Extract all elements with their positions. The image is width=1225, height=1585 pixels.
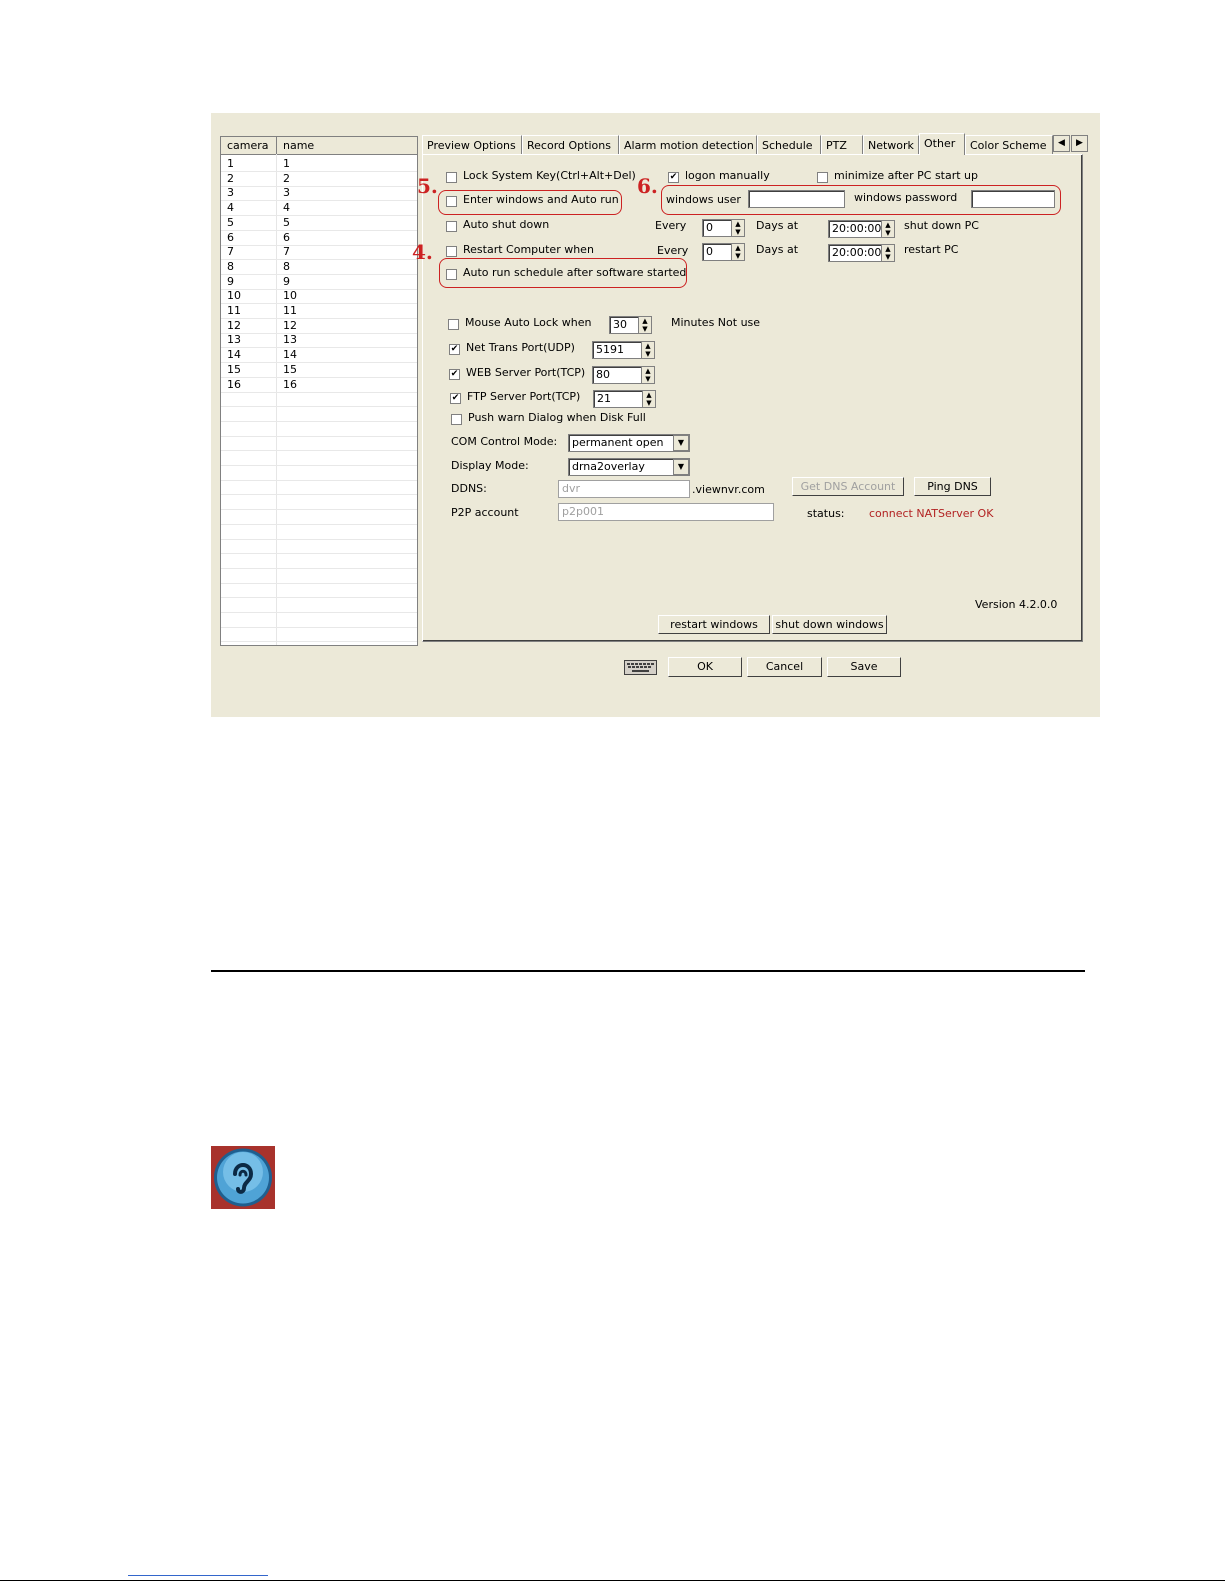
camera-name-cell: 8 — [283, 259, 290, 273]
restart-windows-button[interactable]: restart windows — [658, 615, 770, 634]
camera-number-cell: 4 — [227, 201, 234, 215]
ddns-suffix-label: .viewnvr.com — [692, 483, 765, 496]
restart-computer-label: Restart Computer when — [463, 243, 594, 256]
display-mode-select[interactable]: drna2overlay — [568, 458, 690, 476]
camera-number-cell: 7 — [227, 245, 234, 259]
mouse-auto-lock-label: Mouse Auto Lock when — [465, 316, 592, 329]
camera-number-cell: 8 — [227, 259, 234, 273]
p2p-account-label: P2P account — [451, 506, 519, 519]
empty-row — [221, 392, 417, 407]
display-mode-label: Display Mode: — [451, 459, 529, 472]
table-row[interactable] — [221, 289, 417, 304]
camera-name-cell: 7 — [283, 245, 290, 259]
camera-name-cell: 16 — [283, 377, 297, 391]
tab-preview-options[interactable]: Preview Options — [422, 135, 522, 154]
camera-list-header — [221, 137, 417, 155]
ok-button[interactable]: OK — [668, 657, 742, 677]
auto-run-schedule-checkbox[interactable] — [446, 269, 457, 280]
camera-name-cell: 10 — [283, 289, 297, 303]
lock-system-key-label: Lock System Key(Ctrl+Alt+Del) — [463, 169, 636, 182]
table-row[interactable] — [221, 201, 417, 216]
ping-dns-button[interactable]: Ping DNS — [914, 477, 991, 496]
lock-system-key-checkbox[interactable] — [446, 172, 457, 183]
restart-days-at-label: Days at — [756, 243, 799, 256]
web-server-port-checkbox[interactable]: ✔ — [450, 369, 459, 379]
camera-name-cell: 12 — [283, 318, 297, 332]
empty-row — [221, 554, 417, 569]
empty-row — [221, 422, 417, 437]
camera-number-cell: 13 — [227, 333, 241, 347]
net-trans-port-checkbox[interactable]: ✔ — [450, 344, 459, 354]
ftp-server-port-spinner-icon[interactable]: ▲ ▼ — [642, 390, 656, 408]
status-label: status: — [807, 507, 845, 520]
empty-row — [221, 436, 417, 451]
auto-run-schedule-label: Auto run schedule after software started — [463, 266, 687, 279]
table-row[interactable] — [221, 260, 417, 275]
net-trans-port-spinner-icon[interactable]: ▲ ▼ — [641, 341, 655, 359]
empty-row — [221, 510, 417, 525]
camera-number-cell: 14 — [227, 348, 241, 362]
auto-shut-down-label: Auto shut down — [463, 218, 550, 231]
empty-row — [221, 583, 417, 598]
shut-down-windows-button[interactable]: shut down windows — [772, 615, 887, 634]
page-bottom-rule — [0, 1580, 1225, 1581]
tab-strip — [422, 135, 1090, 155]
enter-windows-auto-run-label: Enter windows and Auto run — [463, 193, 619, 206]
empty-row — [221, 539, 417, 554]
restart-every-input[interactable]: 0 — [702, 243, 732, 261]
logon-manually-label: logon manually — [685, 169, 770, 182]
table-row[interactable] — [221, 333, 417, 348]
mouse-minutes-input[interactable]: 30 — [609, 316, 639, 334]
restart-computer-checkbox[interactable] — [446, 246, 457, 257]
camera-number-cell: 10 — [227, 289, 241, 303]
empty-row — [221, 613, 417, 628]
web-server-port-spinner-icon[interactable]: ▲ ▼ — [641, 366, 655, 384]
camera-name-cell: 15 — [283, 362, 297, 376]
table-row[interactable] — [221, 378, 417, 393]
ear-help-icon — [211, 1146, 275, 1209]
camera-number-cell: 1 — [227, 157, 234, 170]
column-header-name[interactable]: name — [283, 139, 315, 152]
web-server-port-input[interactable]: 80 — [592, 366, 642, 384]
shutdown-every-label: Every — [655, 219, 687, 232]
empty-row — [221, 642, 417, 646]
empty-row — [221, 407, 417, 422]
mouse-minutes-spinner-icon[interactable]: ▲ ▼ — [638, 316, 652, 334]
ftp-server-port-checkbox[interactable]: ✔ — [451, 393, 460, 403]
restart-time-spinner-icon[interactable]: ▲ ▼ — [881, 244, 895, 262]
shutdown-days-at-label: Days at — [756, 219, 799, 232]
ddns-label: DDNS: — [451, 482, 487, 495]
get-dns-account-button[interactable]: Get DNS Account — [792, 477, 904, 496]
table-row[interactable] — [221, 231, 417, 246]
shutdown-every-spinner-icon[interactable]: ▲ ▼ — [731, 219, 745, 237]
com-control-mode-chevron-down-icon[interactable]: ▼ — [673, 435, 689, 451]
footer-link-underline — [128, 1575, 268, 1576]
empty-row — [221, 525, 417, 540]
camera-name-cell: 1 — [283, 157, 290, 170]
windows-password-label: windows password — [854, 191, 958, 204]
annotation-6: 6. — [637, 174, 658, 198]
empty-row — [221, 466, 417, 481]
camera-name-cell: 14 — [283, 348, 297, 362]
empty-row — [221, 569, 417, 584]
minutes-not-use-label: Minutes Not use — [671, 316, 761, 329]
camera-number-cell: 15 — [227, 362, 241, 376]
empty-row — [221, 627, 417, 642]
camera-number-cell: 16 — [227, 377, 241, 391]
settings-dialog — [211, 113, 1100, 717]
restart-every-label: Every — [657, 244, 689, 257]
table-row[interactable] — [221, 186, 417, 201]
empty-row — [221, 598, 417, 613]
horizontal-rule — [211, 970, 1085, 972]
table-row[interactable] — [221, 363, 417, 378]
table-row[interactable] — [221, 172, 417, 187]
table-row[interactable] — [221, 275, 417, 290]
table-row[interactable] — [221, 245, 417, 260]
column-header-camera[interactable]: camera — [221, 137, 277, 154]
push-warn-dialog-checkbox[interactable] — [451, 414, 462, 425]
p2p-account-input[interactable]: p2p001 — [558, 503, 774, 521]
minimize-after-start-checkbox[interactable] — [817, 172, 828, 183]
windows-password-input[interactable] — [971, 190, 1055, 208]
camera-name-cell: 13 — [283, 333, 297, 347]
tab-schedule[interactable]: Schedule — [757, 135, 821, 154]
camera-name-cell: 4 — [283, 201, 290, 215]
camera-number-cell: 2 — [227, 171, 234, 185]
windows-user-input[interactable] — [748, 190, 845, 208]
camera-name-cell: 9 — [283, 274, 290, 288]
shutdown-every-input[interactable]: 0 — [702, 219, 732, 237]
push-warn-dialog-label: Push warn Dialog when Disk Full — [468, 411, 646, 424]
logon-manually-checkbox[interactable]: ✔ — [669, 172, 678, 182]
mouse-auto-lock-checkbox[interactable] — [448, 319, 459, 330]
camera-name-cell: 3 — [283, 186, 290, 200]
ddns-input[interactable]: dvr — [558, 480, 690, 498]
display-mode-chevron-down-icon[interactable]: ▼ — [673, 459, 689, 475]
auto-shut-down-checkbox[interactable] — [446, 221, 457, 232]
empty-row — [221, 451, 417, 466]
restart-every-spinner-icon[interactable]: ▲ ▼ — [731, 243, 745, 261]
camera-number-cell: 3 — [227, 186, 234, 200]
tab-alarm-motion-detection[interactable]: Alarm motion detection — [619, 135, 757, 154]
keyboard-icon[interactable] — [624, 660, 657, 675]
camera-number-cell: 5 — [227, 215, 234, 229]
camera-number-cell: 12 — [227, 318, 241, 332]
com-control-mode-select[interactable]: permanent open — [568, 434, 690, 452]
tab-scroll-left-icon[interactable]: ◀ — [1053, 135, 1070, 152]
enter-windows-auto-run-checkbox[interactable] — [446, 196, 457, 207]
ftp-server-port-input[interactable]: 21 — [593, 390, 643, 408]
camera-number-cell: 11 — [227, 304, 241, 317]
version-text: Version 4.2.0.0 — [975, 598, 1058, 611]
cancel-button[interactable]: Cancel — [747, 657, 822, 677]
empty-row — [221, 480, 417, 495]
shut-down-pc-label: shut down PC — [904, 219, 979, 232]
net-trans-port-input[interactable]: 5191 — [592, 341, 642, 359]
camera-name-cell: 2 — [283, 171, 290, 185]
camera-list[interactable] — [220, 136, 418, 646]
camera-number-cell: 9 — [227, 274, 234, 288]
camera-name-cell: 6 — [283, 230, 290, 244]
save-button[interactable]: Save — [827, 657, 901, 677]
tab-ptz[interactable]: PTZ — [821, 135, 863, 154]
shutdown-time-input[interactable]: 20:00:00 — [828, 220, 882, 238]
ftp-server-port-label: FTP Server Port(TCP) — [467, 390, 581, 403]
table-row[interactable] — [221, 348, 417, 363]
com-control-mode-label: COM Control Mode: — [451, 435, 558, 448]
annotation-4: 4. — [412, 240, 433, 264]
shutdown-time-spinner-icon[interactable]: ▲ ▼ — [881, 220, 895, 238]
net-trans-port-label: Net Trans Port(UDP) — [466, 341, 575, 354]
camera-name-cell: 5 — [283, 215, 290, 229]
annotation-5: 5. — [417, 174, 438, 198]
restart-time-input[interactable]: 20:00:00 — [828, 244, 882, 262]
camera-number-cell: 6 — [227, 230, 234, 244]
camera-name-cell: 11 — [283, 304, 297, 317]
tab-network[interactable]: Network — [863, 135, 919, 154]
web-server-port-label: WEB Server Port(TCP) — [466, 366, 586, 379]
windows-user-label: windows user — [666, 193, 741, 206]
table-row[interactable] — [221, 304, 417, 319]
status-value: connect NATServer OK — [869, 507, 994, 520]
table-row[interactable] — [221, 216, 417, 231]
tab-record-options[interactable]: Record Options — [522, 135, 619, 154]
table-row[interactable] — [221, 319, 417, 334]
empty-row — [221, 495, 417, 510]
tab-scroll-right-icon[interactable]: ▶ — [1071, 135, 1088, 152]
tab-other[interactable]: Other — [919, 133, 965, 155]
restart-pc-label: restart PC — [904, 243, 959, 256]
table-row[interactable] — [221, 157, 417, 172]
tab-color-scheme[interactable]: Color Scheme — [965, 135, 1053, 154]
minimize-after-start-label: minimize after PC start up — [834, 169, 979, 182]
